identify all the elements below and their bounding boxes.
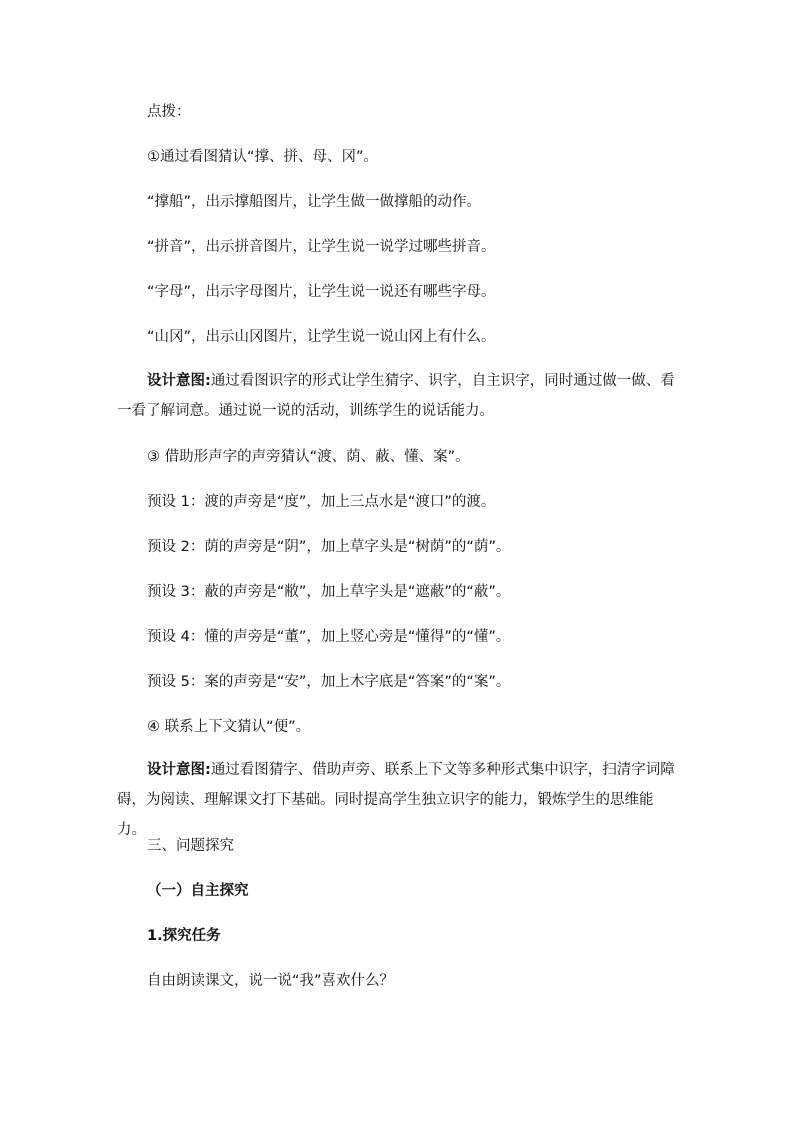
design-intent-2 — [117, 755, 677, 845]
item-3: ③ 借助形声字的声旁猜认“渡、荫、蔽、懂、案”。 — [147, 449, 470, 465]
hint-heading: 点拨： — [147, 104, 191, 120]
preset-4: 预设 4：懂的声旁是“董”，加上竖心旁是“懂得”的“懂”。 — [147, 629, 511, 645]
item-1-line-3: “字母”，出示字母图片，让学生说一说还有哪些字母。 — [147, 284, 496, 300]
design-intent-2-text: 通过看图猜字、借助声旁、联系上下文等多种形式集中识字，扫清字词障碍，为阅读、理解课文打下基础。同时提高学生独立识字的能力，锻炼学生的思维能力。 — [117, 762, 675, 838]
preset-1: 预设 1：渡的声旁是“度”，加上三点水是“渡口”的渡。 — [147, 494, 496, 510]
preset-2: 预设 2：荫的声旁是“阴”，加上草字头是“树荫”的“荫”。 — [147, 539, 511, 555]
item-4: ④ 联系上下文猜认“便”。 — [147, 719, 311, 735]
preset-5: 预设 5：案的声旁是“安”，加上木字底是“答案”的“案”。 — [147, 674, 511, 690]
design-intent-2-label: 设计意图: — [147, 762, 211, 778]
design-intent-1-text: 通过看图识字的形式让学生猜字、识字，自主识字，同时通过做一做、看一看了解词意。通过说一说的活动，训练学生的说话能力。 — [117, 373, 675, 419]
item-1-line-1: “撑船”，出示撑船图片，让学生做一做撑船的动作。 — [147, 194, 482, 210]
preset-3: 预设 3：蔽的声旁是“敝”，加上草字头是“遮蔽”的“蔽”。 — [147, 584, 511, 600]
task-text: 自由朗读课文，说一说“我”喜欢什么？ — [147, 973, 395, 989]
item-1: ①通过看图猜认“撑、拼、母、冈”。 — [147, 149, 379, 165]
design-intent-1-label: 设计意图: — [147, 373, 211, 389]
section-3-heading: 三、问题探究 — [147, 838, 234, 854]
design-intent-1 — [117, 366, 677, 426]
task-heading: 1.探究任务 — [147, 928, 221, 944]
item-1-line-4: “山冈”，出示山冈图片，让学生说一说山冈上有什么。 — [147, 329, 496, 345]
item-1-line-2: “拼音”，出示拼音图片，让学生说一说学过哪些拼音。 — [147, 239, 496, 255]
subsection-1-heading: （一）自主探究 — [147, 883, 249, 899]
